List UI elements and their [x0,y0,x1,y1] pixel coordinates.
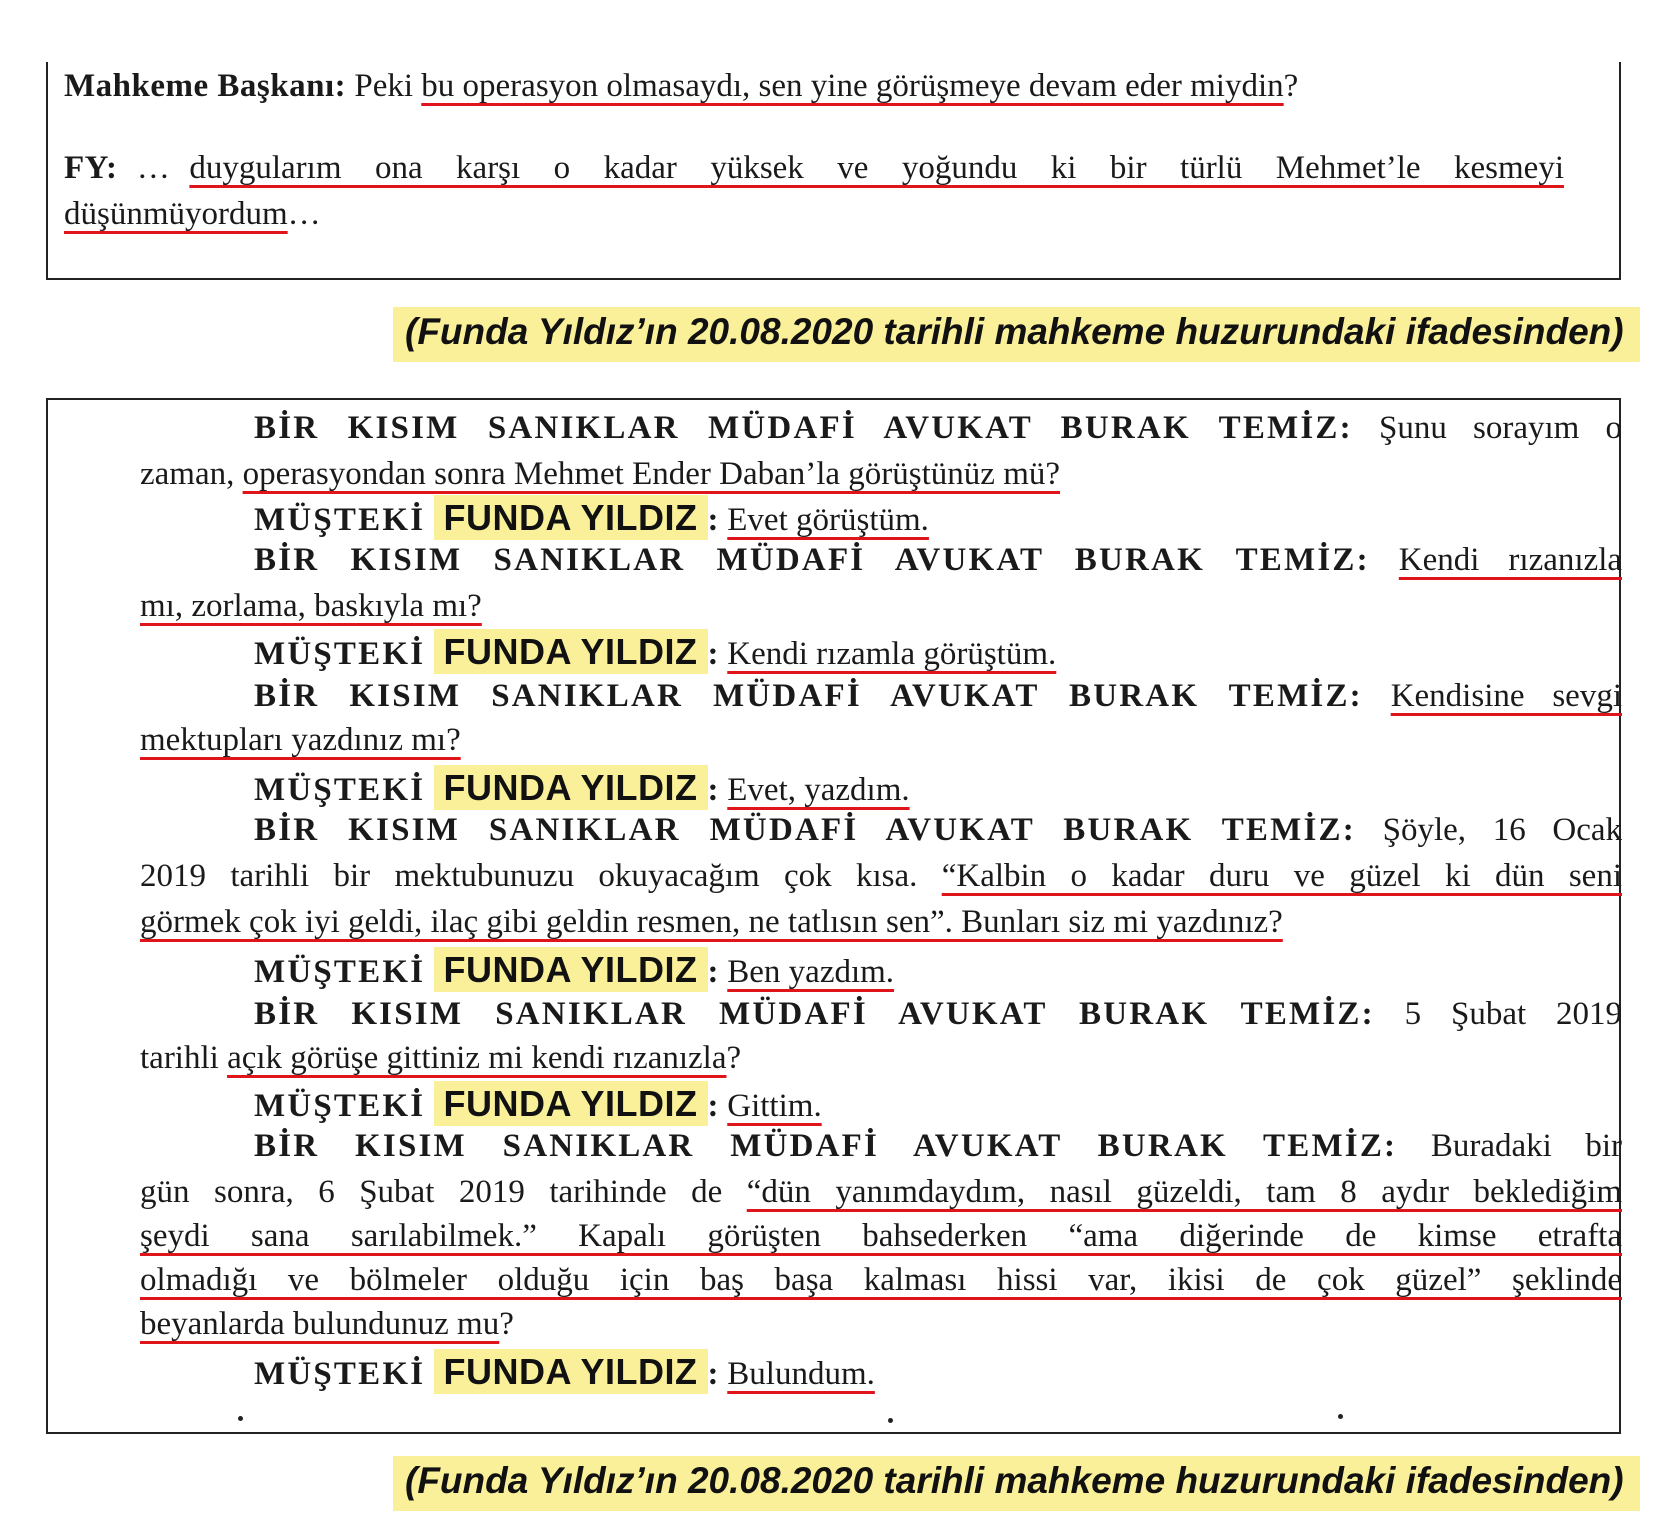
underlined-text: Kendisine sevgi [1390,678,1622,714]
complainant-label: MÜŞTEKİ [254,772,426,808]
underlined-text: Evet, yazdım. [727,772,910,808]
transcript-line [140,860,1622,893]
colon: : [707,1356,720,1392]
underlined-text: Kendi rızamla görüştüm. [727,636,1057,672]
colon: : [707,636,720,672]
text: zaman, [140,456,243,492]
complainant-name-highlight: FUNDA YILDIZ [434,1081,708,1126]
transcript-line [140,590,1622,623]
underlined-text: bu operasyon olmasaydı, sen yine görüşmeye devam eder miydin [421,68,1284,104]
colon: : [707,502,720,538]
complainant-name-highlight: FUNDA YILDIZ [434,629,708,674]
underlined-text: Ben yazdım. [727,954,895,990]
underlined-text: görmek çok iyi geldi, ilaç gibi geldin resmen, ne tatlısın sen”. Bunları siz mi yazdınız? [140,904,1283,940]
lawyer-label: BİR KISIM SANIKLAR MÜDAFİ AVUKAT BURAK TEMİZ: [254,996,1375,1032]
source-caption: (Funda Yıldız’ın 20.08.2020 tarihli mahkeme huzurundaki ifadesinden) [393,1456,1640,1511]
scan-speck [888,1418,893,1423]
complainant-label: MÜŞTEKİ [254,502,426,538]
colon: : [707,772,720,808]
underlined-text: düşünmüyordum [64,196,288,232]
transcript-line [140,458,1622,491]
source-caption: (Funda Yıldız’ın 20.08.2020 tarihli mahkeme huzurundaki ifadesinden) [393,307,1640,362]
lawyer-label: BİR KISIM SANIKLAR MÜDAFİ AVUKAT BURAK TEMİZ: [254,812,1356,848]
text: Buradaki bir [1397,1128,1622,1164]
answer-line [254,1351,1622,1392]
lawyer-label: BİR KISIM SANIKLAR MÜDAFİ AVUKAT BURAK TEMİZ: [254,678,1363,714]
excerpt-line [64,70,1298,103]
text: … [117,150,190,186]
lawyer-label: BİR KISIM SANIKLAR MÜDAFİ AVUKAT BURAK TEMİZ: [254,1128,1398,1164]
answer-line [254,949,1622,990]
text: gün sonra, 6 Şubat 2019 tarihinde de [140,1174,747,1210]
transcript-line [140,1220,1622,1253]
excerpt-line [64,152,1564,185]
underlined-text: mektupları yazdınız mı? [140,722,461,758]
transcript-line [140,1308,1622,1341]
excerpt-line [64,198,321,231]
transcript-line [254,680,1622,713]
underlined-text: şeydi sana sarılabilmek.” Kapalı görüşten bahsederken “ama diğerinde de kimse etrafta [140,1218,1622,1254]
answer-line [254,497,1622,538]
underlined-text: Evet görüştüm. [727,502,929,538]
answer-line [254,1083,1622,1124]
transcript-line [254,544,1622,577]
underlined-text: beyanlarda bulundunuz mu [140,1306,500,1342]
colon: : [707,954,720,990]
text: 2019 tarihli bir mektubunuzu okuyacağım çok kısa. [140,858,942,894]
underlined-text: Kendi rızanızla [1398,542,1623,578]
complainant-name-highlight: FUNDA YILDIZ [434,947,708,992]
text: tarihli [140,1040,228,1076]
text: ? [1283,68,1299,104]
underlined-text: Bulundum. [727,1356,875,1392]
text: Şöyle, 16 Ocak [1355,812,1622,848]
colon: : [707,1088,720,1124]
underlined-text: mı, zorlama, baskıyla mı? [140,588,482,624]
complainant-name-highlight: FUNDA YILDIZ [434,495,708,540]
answer-line [254,767,1622,808]
transcript-line [254,814,1622,847]
transcript-box [46,398,1621,1434]
transcript-line [140,724,1622,757]
text: Peki [346,68,422,104]
excerpt-box-1 [46,62,1621,280]
transcript-line [140,1176,1622,1209]
text: Şunu sorayım o [1352,410,1623,446]
complainant-name-highlight: FUNDA YILDIZ [434,1349,708,1394]
underlined-text: “dün yanımdaydım, nasıl güzeldi, tam 8 aydır beklediğim [746,1174,1622,1210]
complainant-label: MÜŞTEKİ [254,954,426,990]
scan-speck [238,1416,243,1421]
speaker-label: Mahkeme Başkanı: [64,68,347,104]
transcript-line [140,1042,1622,1075]
transcript-line [254,1130,1622,1163]
complainant-label: MÜŞTEKİ [254,636,426,672]
lawyer-label: BİR KISIM SANIKLAR MÜDAFİ AVUKAT BURAK TEMİZ: [254,542,1370,578]
complainant-label: MÜŞTEKİ [254,1088,426,1124]
underlined-text: açık görüşe gittiniz mi kendi rızanızla [227,1040,727,1076]
underlined-text: “Kalbin o kadar duru ve güzel ki dün seni [941,858,1622,894]
complainant-name-highlight: FUNDA YILDIZ [434,765,708,810]
lawyer-label: BİR KISIM SANIKLAR MÜDAFİ AVUKAT BURAK TEMİZ: [254,410,1353,446]
underlined-text: operasyondan sonra Mehmet Ender Daban’la görüştünüz mü? [242,456,1061,492]
underlined-text: olmadığı ve bölmeler olduğu için baş başa kalması hissi var, ikisi de çok güzel” şeklinde [140,1262,1622,1298]
speaker-label: FY: [64,150,118,186]
complainant-label: MÜŞTEKİ [254,1356,426,1392]
transcript-line [140,906,1622,939]
transcript-line [254,412,1622,445]
text: … [287,196,321,232]
transcript-line [140,1264,1622,1297]
scan-speck [1338,1414,1343,1419]
text: 5 Şubat 2019 [1374,996,1623,1032]
underlined-text: Gittim. [727,1088,822,1124]
transcript-line [254,998,1622,1031]
text: ? [726,1040,742,1076]
answer-line [254,631,1622,672]
underlined-text: duygularım ona karşı o kadar yüksek ve yoğundu ki bir türlü Mehmet’le kesmeyi [189,150,1565,186]
text: ? [499,1306,514,1342]
